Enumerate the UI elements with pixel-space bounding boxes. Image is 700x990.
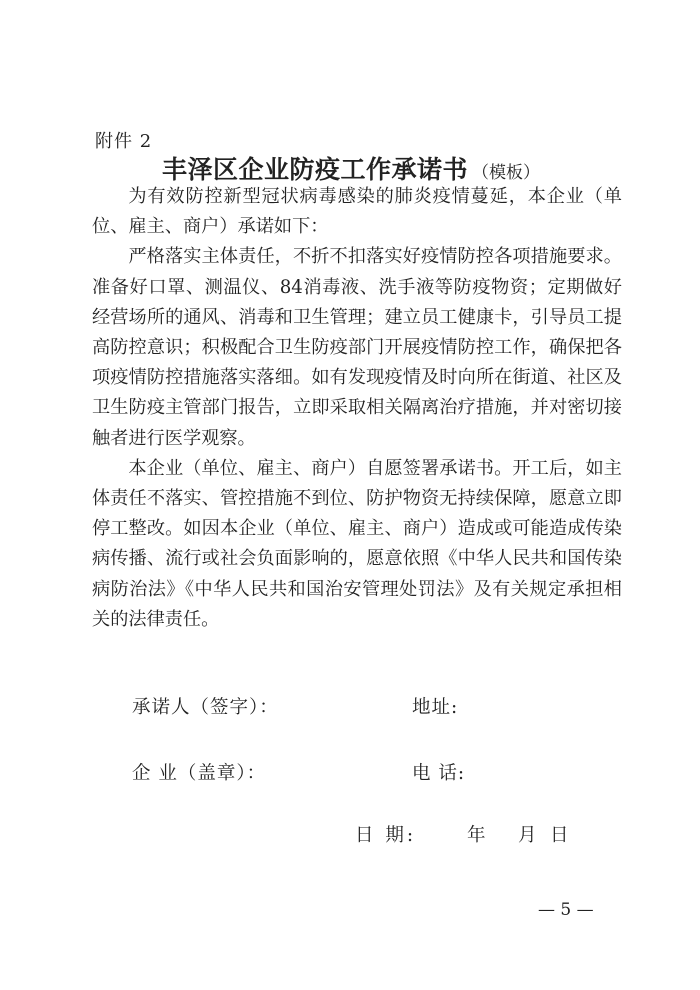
intro-paragraph: 为有效防控新型冠状病毒感染的肺炎疫情蔓延，本企业（单位、雇主、商户）承诺如下： (92, 186, 622, 238)
signer-label: 承诺人（签字）： (132, 697, 279, 718)
commitment-body (92, 182, 622, 635)
page-number: — 5 — (538, 900, 594, 920)
title-suffix: （模板） (472, 163, 541, 183)
date-day-label: 日 (550, 825, 569, 846)
date-label: 日 期: (355, 825, 417, 846)
date-month-label: 月 (518, 825, 537, 846)
date-row (355, 821, 569, 847)
date-year-label: 年 (467, 825, 486, 846)
address-label: 地址: (412, 697, 459, 718)
company-seal-label: 企 业（盖章）： (132, 763, 267, 784)
liability-paragraph: 本企业（单位、雇主、商户）自愿签署承诺书。开工后，如主体责任不落实、管控措施不到位、防护物资无持续保障，愿意立即停工整改。如因本企业（单位、雇主、商户）造成或可能造成传染病传播、流行或社会负面影响的，愿意依照《中华人民共和国传染病防治法》《中华人民共和国治安管理处罚法》及有关规定承担相关的法律责任。 (92, 457, 622, 630)
measures-paragraph: 严格落实主体责任，不折不扣落实好疫情防控各项措施要求。准备好口罩、测温仪、84消毒液、洗手液等防疫物资；定期做好经营场所的通风、消毒和卫生管理；建立员工健康卡，引导员工提高防控意识；积极配合卫生防疫部门开展疫情防控工作，确保把各项疫情防控措施落实落细。如有发现疫情及时向所在街道、社区及卫生防疫主管部门报告，立即采取相关隔离治疗措施，并对密切接触者进行医学观察。 (92, 246, 622, 449)
attachment-label: 附件 2 (95, 131, 153, 152)
phone-label: 电 话: (412, 763, 466, 784)
document-title: 丰泽区企业防疫工作承诺书 (162, 155, 469, 184)
title-row (162, 150, 540, 186)
